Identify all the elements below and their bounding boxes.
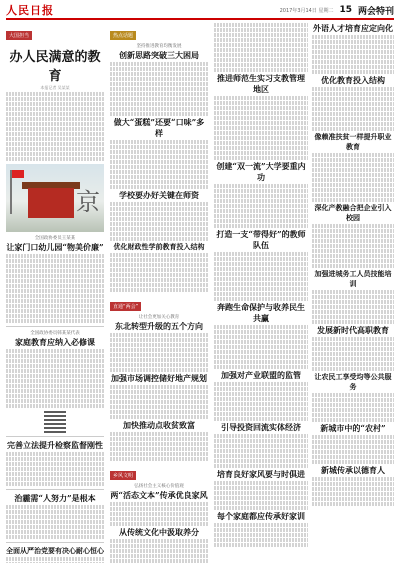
article-headline: 加强对产业联盟的监管 [221, 370, 301, 380]
article-headline: 完善立法提升检察监督刚性 [7, 440, 103, 450]
body-text [110, 333, 208, 372]
body-text [214, 325, 308, 369]
flag-icon [10, 170, 12, 214]
page-number: 15 [339, 5, 352, 15]
gate-building [28, 188, 74, 218]
qr-code-icon [44, 411, 66, 433]
photo-character: 京 [76, 188, 100, 216]
section-tag: 热点话题 [110, 31, 136, 40]
body-text [214, 523, 308, 547]
body-text [110, 539, 208, 563]
article-headline: 让家门口幼儿园“物美价廉” [6, 242, 104, 252]
body-text [214, 481, 308, 510]
article-headline: 让农民工享受均等公共服务 [314, 372, 392, 391]
topic-line: 坚持推进教育均衡发展 [136, 44, 182, 49]
article-headline: 两“活态文本”传承优良家风 [110, 490, 208, 500]
body-text [6, 452, 104, 486]
body-text [214, 184, 308, 228]
body-text [312, 337, 394, 371]
article-headline: 加强市场调控储好地产规划 [111, 373, 207, 383]
column-1 [6, 22, 104, 563]
byline: 本报记者 吴某某 [40, 85, 70, 90]
article-headline: 深化产教融合把企业引入校园 [314, 203, 392, 222]
body-text [312, 35, 394, 74]
article-headline: 从传统文化中汲取养分 [119, 527, 199, 537]
body-text [214, 252, 308, 301]
article-headline: 新城传承以德育人 [321, 465, 385, 475]
body-text [110, 502, 208, 526]
body-text [214, 96, 308, 160]
body-text [6, 92, 104, 161]
article-headline: 推进师范生实习支教管理地区 [217, 73, 305, 94]
body-text [312, 87, 394, 131]
article-headline: 奔跑生命保护与收养民生共赢 [217, 302, 305, 323]
article-headline: 外语人才培育应定向化 [313, 23, 393, 33]
body-text [312, 435, 394, 464]
article-headline: 每个家庭都应传承好家训 [217, 511, 305, 521]
article-headline: 打造一支“带得好”的教师队伍 [216, 229, 306, 250]
article-headline: 治霾需“人努力”是根本 [14, 493, 96, 503]
column-2 [110, 22, 208, 563]
article-headline: 优化教育投入结构 [321, 75, 385, 85]
article-headline: 加快推动点收贫致富 [123, 420, 195, 430]
body-text [6, 557, 104, 563]
article-headline: 创建“双一流”大学要重内功 [216, 161, 306, 182]
body-text [110, 385, 208, 419]
body-text [312, 290, 394, 324]
news-photo [6, 164, 104, 232]
article-headline: 学校要办好关键在师资 [119, 190, 199, 200]
topic-line: 弘扬社会主义核心价值观 [134, 484, 184, 489]
body-text [214, 434, 308, 468]
topic-line: 让社会更加关心教育 [138, 315, 180, 320]
masthead [6, 2, 394, 18]
page-label [339, 4, 394, 17]
article-kicker: 全国政协委员王某某 [34, 236, 76, 241]
article-headline: 引导投资回流实体经济 [221, 422, 301, 432]
article-headline: 东北转型升级的五个方向 [115, 321, 203, 331]
column-4 [312, 22, 394, 563]
body-text [312, 393, 394, 422]
section-tag: 大国担当 [6, 31, 32, 40]
body-text [6, 254, 104, 323]
body-text [312, 224, 394, 268]
article-headline: 做大“蛋糕”还要“口味”多样 [113, 117, 205, 138]
body-text [110, 432, 208, 461]
body-text [110, 140, 208, 189]
page-name: 两会特刊 [357, 6, 394, 17]
article-headline: 家庭教育应纳入必修课 [15, 337, 95, 347]
column-3 [214, 22, 308, 563]
article-headline: 像赖准扶贫一样提升职业教育 [314, 132, 392, 151]
article-headline: 新城市中的“农村” [320, 423, 386, 433]
section-tag: 乡风文明 [110, 471, 136, 480]
body-text [110, 62, 208, 116]
body-text [110, 253, 208, 292]
body-text [214, 382, 308, 421]
article-headline: 发展新时代高职教育 [317, 325, 389, 335]
body-text [312, 477, 394, 506]
article-kicker: 全国政协委员韩某某代表 [30, 331, 80, 336]
section-tag: 直通“两会” [110, 302, 141, 311]
body-text [312, 153, 394, 202]
body-text [214, 23, 308, 72]
newspaper-logo: 人民日报 [6, 4, 54, 17]
article-headline: 加强进城务工人员技能培训 [314, 269, 392, 288]
issue-date: 2017年3月14日 星期二 [279, 7, 334, 14]
lead-headline: 办人民满意的教育 [9, 50, 101, 84]
body-text [6, 349, 104, 408]
article-headline: 全面从严治党要有决心耐心恒心 [6, 546, 104, 555]
body-text [110, 202, 208, 241]
header-rule [6, 18, 394, 20]
article-headline: 创新思路突破三大困局 [119, 50, 199, 60]
body-text [6, 505, 104, 539]
article-headline: 培育良好家风要与时俱进 [217, 469, 305, 479]
article-headline: 优化财政性学前教育投入结构 [113, 242, 205, 251]
